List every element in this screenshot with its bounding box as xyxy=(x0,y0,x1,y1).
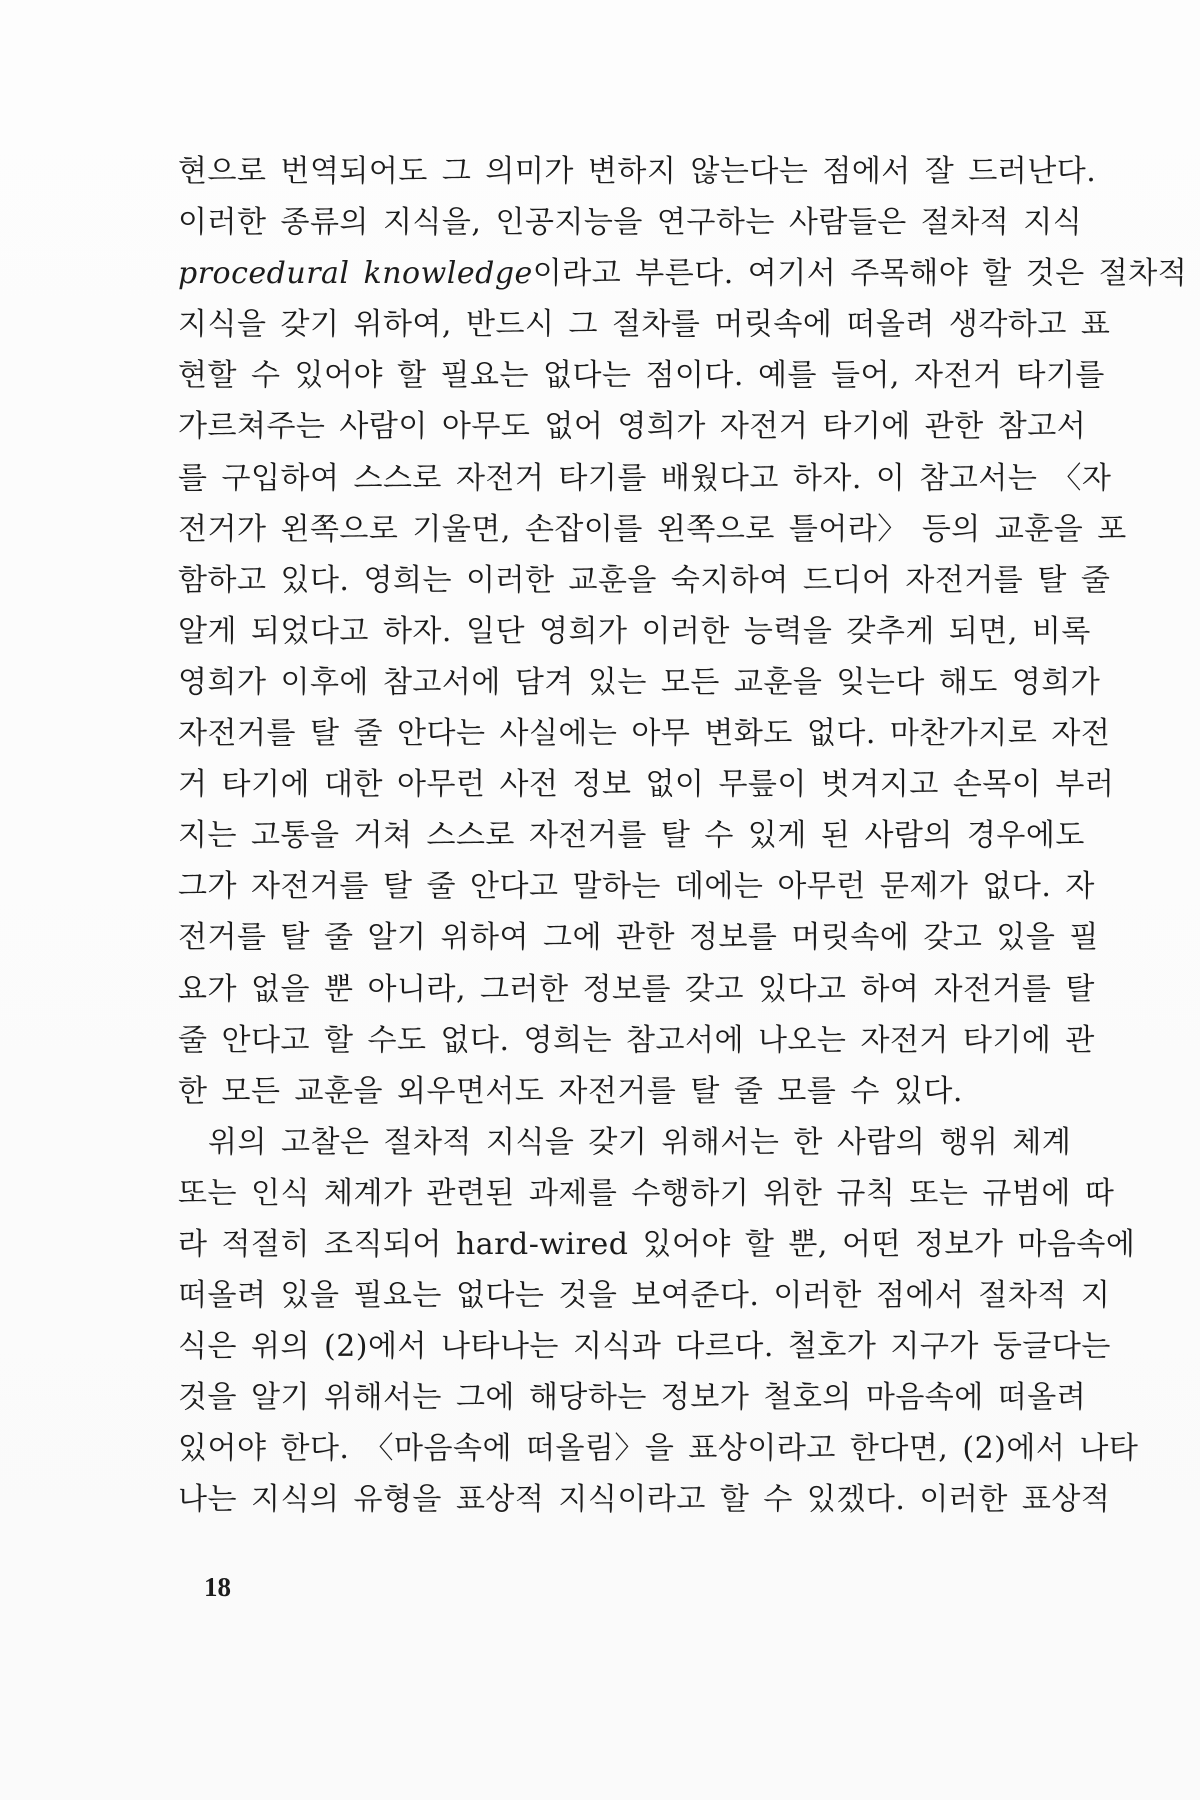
text-line: 현할 수 있어야 할 필요는 없다는 점이다. 예를 들어, 자전거 타기를 xyxy=(178,358,1105,394)
text-line: 알게 되었다고 하자. 일단 영희가 이러한 능력을 갖추게 되면, 비록 xyxy=(178,613,1091,649)
text-line: 떠올려 있을 필요는 없다는 것을 보여준다. 이러한 점에서 절차적 지 xyxy=(178,1278,1111,1314)
text-line: 한 모든 교훈을 외우면서도 자전거를 탈 줄 모를 수 있다. xyxy=(178,1073,963,1109)
text-line: 지식을 갖기 위하여, 반드시 그 절차를 머릿속에 떠올려 생각하고 표 xyxy=(178,307,1111,343)
text-line: 나는 지식의 유형을 표상적 지식이라고 할 수 있겠다. 이러한 표상적 xyxy=(178,1482,1111,1518)
text-line: 것을 알기 위해서는 그에 해당하는 정보가 철호의 마음속에 떠올려 xyxy=(178,1380,1087,1416)
text-line: 를 구입하여 스스로 자전거 타기를 배웠다고 하자. 이 참고서는 〈자 xyxy=(178,460,1112,496)
text-line: 이러한 종류의 지식을, 인공지능을 연구하는 사람들은 절차적 지식 xyxy=(178,205,1083,241)
text-line: 영희가 이후에 참고서에 담겨 있는 모든 교훈을 잊는다 해도 영희가 xyxy=(178,664,1101,700)
body-text xyxy=(178,146,1188,1526)
text-line: 지는 고통을 거쳐 스스로 자전거를 탈 수 있게 된 사람의 경우에도 xyxy=(178,818,1085,854)
text-line: 요가 없을 뿐 아니라, 그러한 정보를 갖고 있다고 하여 자전거를 탈 xyxy=(178,971,1095,1007)
text-line: 자전거를 탈 줄 안다는 사실에는 아무 변화도 없다. 마찬가지로 자전 xyxy=(178,716,1111,752)
text-line: 가르쳐주는 사람이 아무도 없어 영희가 자전거 타기에 관한 참고서 xyxy=(178,409,1087,445)
text-line: 그가 자전거를 탈 줄 안다고 말하는 데에는 아무런 문제가 없다. 자 xyxy=(178,869,1095,905)
english-term: procedural knowledge xyxy=(178,256,533,292)
text-line: 거 타기에 대한 아무런 사전 정보 없이 무릎이 벗겨지고 손목이 부러 xyxy=(178,767,1115,803)
text-line: 함하고 있다. 영희는 이러한 교훈을 숙지하여 드디어 자전거를 탈 줄 xyxy=(178,562,1111,598)
text-line: 식은 위의 (2)에서 나타나는 지식과 다르다. 철호가 지구가 둥글다는 xyxy=(178,1329,1111,1365)
page-number: 18 xyxy=(204,1572,231,1602)
text-line: 전거가 왼쪽으로 기울면, 손잡이를 왼쪽으로 틀어라〉 등의 교훈을 포 xyxy=(178,511,1127,547)
text-line: 또는 인식 체계가 관련된 과제를 수행하기 위한 규칙 또는 규범에 따 xyxy=(178,1175,1115,1211)
text-line: 있어야 한다. 〈마음속에 떠올림〉을 표상이라고 한다면, (2)에서 나타 xyxy=(178,1431,1139,1467)
text-line: 전거를 탈 줄 알기 위하여 그에 관한 정보를 머릿속에 갖고 있을 필 xyxy=(178,920,1099,956)
text-line: 위의 고찰은 절차적 지식을 갖기 위해서는 한 사람의 행위 체계 xyxy=(208,1124,1072,1160)
text-line: 줄 안다고 할 수도 없다. 영희는 참고서에 나오는 자전거 타기에 관 xyxy=(178,1022,1095,1058)
text-line: procedural knowledge이라고 부른다. 여기서 주목해야 할 것은 절차적 xyxy=(178,256,1188,292)
text-line: 라 적절히 조직되어 hard-wired 있어야 할 뿐, 어떤 정보가 마음속에 xyxy=(178,1226,1136,1262)
text-line: 현으로 번역되어도 그 의미가 변하지 않는다는 점에서 잘 드러난다. xyxy=(178,154,1097,189)
